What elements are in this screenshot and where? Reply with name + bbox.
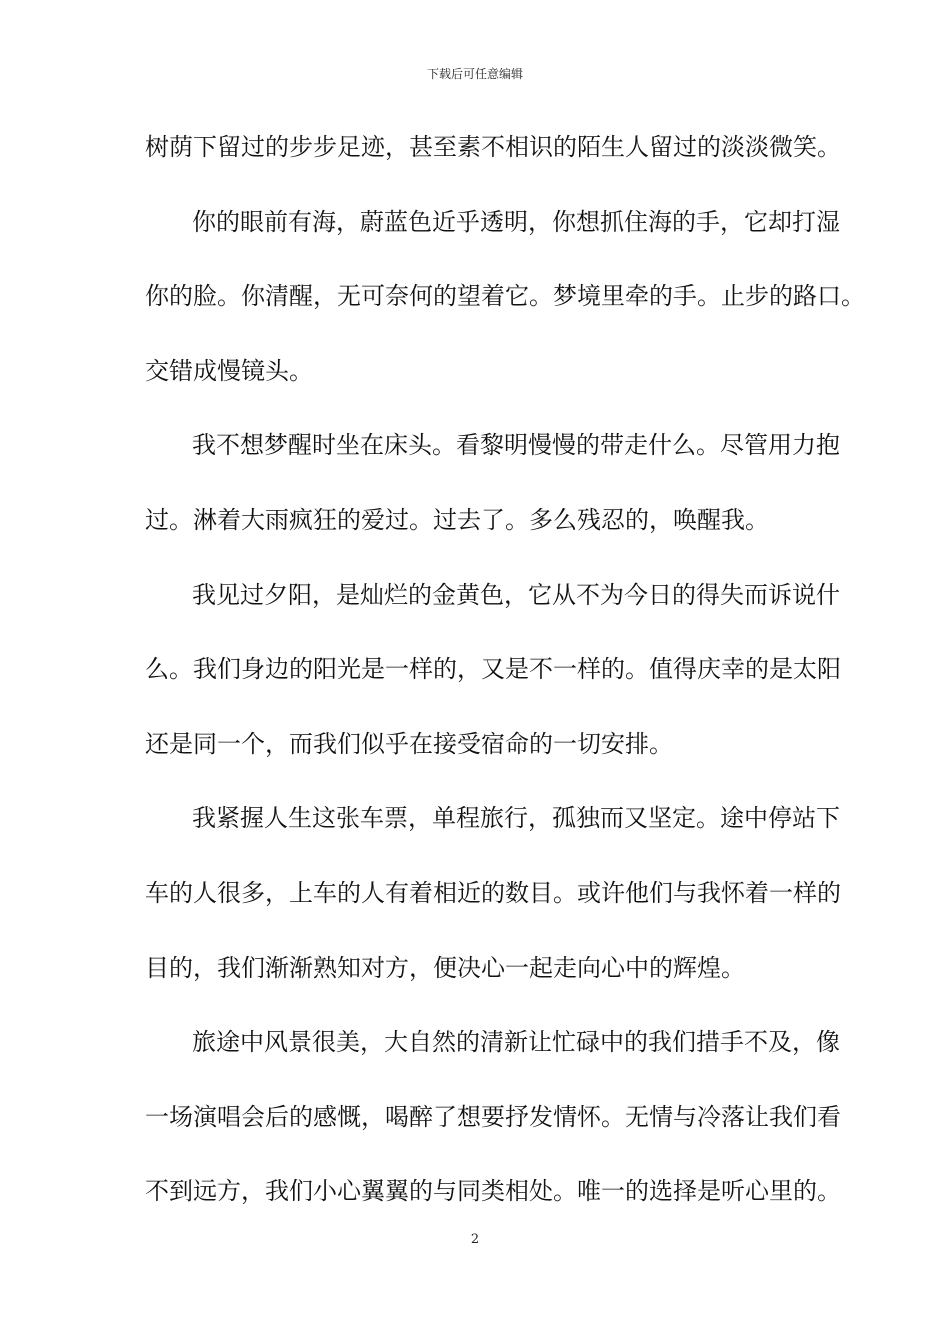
text-line: 目的，我们渐渐熟知对方，便决心一起走向心中的辉煌。 bbox=[145, 953, 745, 982]
text-line: 车的人很多，上车的人有着相近的数目。或许他们与我怀着一样的 bbox=[145, 878, 841, 907]
text-line: 么。我们身边的阳光是一样的，又是不一样的。值得庆幸的是太阳 bbox=[145, 655, 841, 684]
paragraph-first-line: 旅途中风景很美，大自然的清新让忙碌中的我们措手不及，像 bbox=[192, 1028, 840, 1057]
page-number: 2 bbox=[470, 1232, 480, 1247]
paragraph-first-line: 我紧握人生这张车票，单程旅行，孤独而又坚定。途中停站下 bbox=[192, 804, 840, 833]
text-line: 不到远方，我们小心翼翼的与同类相处。唯一的选择是听心里的。 bbox=[145, 1177, 841, 1206]
text-line: 交错成慢镜头。 bbox=[145, 356, 313, 385]
text-line: 你的脸。你清醒，无可奈何的望着它。梦境里牵的手。止步的路口。 bbox=[145, 282, 865, 311]
paragraph-first-line: 你的眼前有海，蔚蓝色近乎透明，你想抓住海的手，它却打湿 bbox=[192, 207, 840, 236]
text-line: 还是同一个，而我们似乎在接受宿命的一切安排。 bbox=[145, 729, 673, 758]
text-line: 过。淋着大雨疯狂的爱过。过去了。多么残忍的，唤醒我。 bbox=[145, 505, 769, 534]
text-line: 树荫下留过的步步足迹，甚至素不相识的陌生人留过的淡淡微笑。 bbox=[145, 133, 841, 161]
paragraph-first-line: 我不想梦醒时坐在床头。看黎明慢慢的带走什么。尽管用力抱 bbox=[192, 431, 840, 460]
paragraph-first-line: 我见过夕阳，是灿烂的金黄色，它从不为今日的得失而诉说什 bbox=[192, 580, 840, 609]
document-body bbox=[145, 127, 865, 1246]
page-header: 下载后可任意编辑 bbox=[426, 67, 523, 81]
text-line: 一场演唱会后的感慨，喝醉了想要抒发情怀。无情与冷落让我们看 bbox=[145, 1102, 841, 1131]
